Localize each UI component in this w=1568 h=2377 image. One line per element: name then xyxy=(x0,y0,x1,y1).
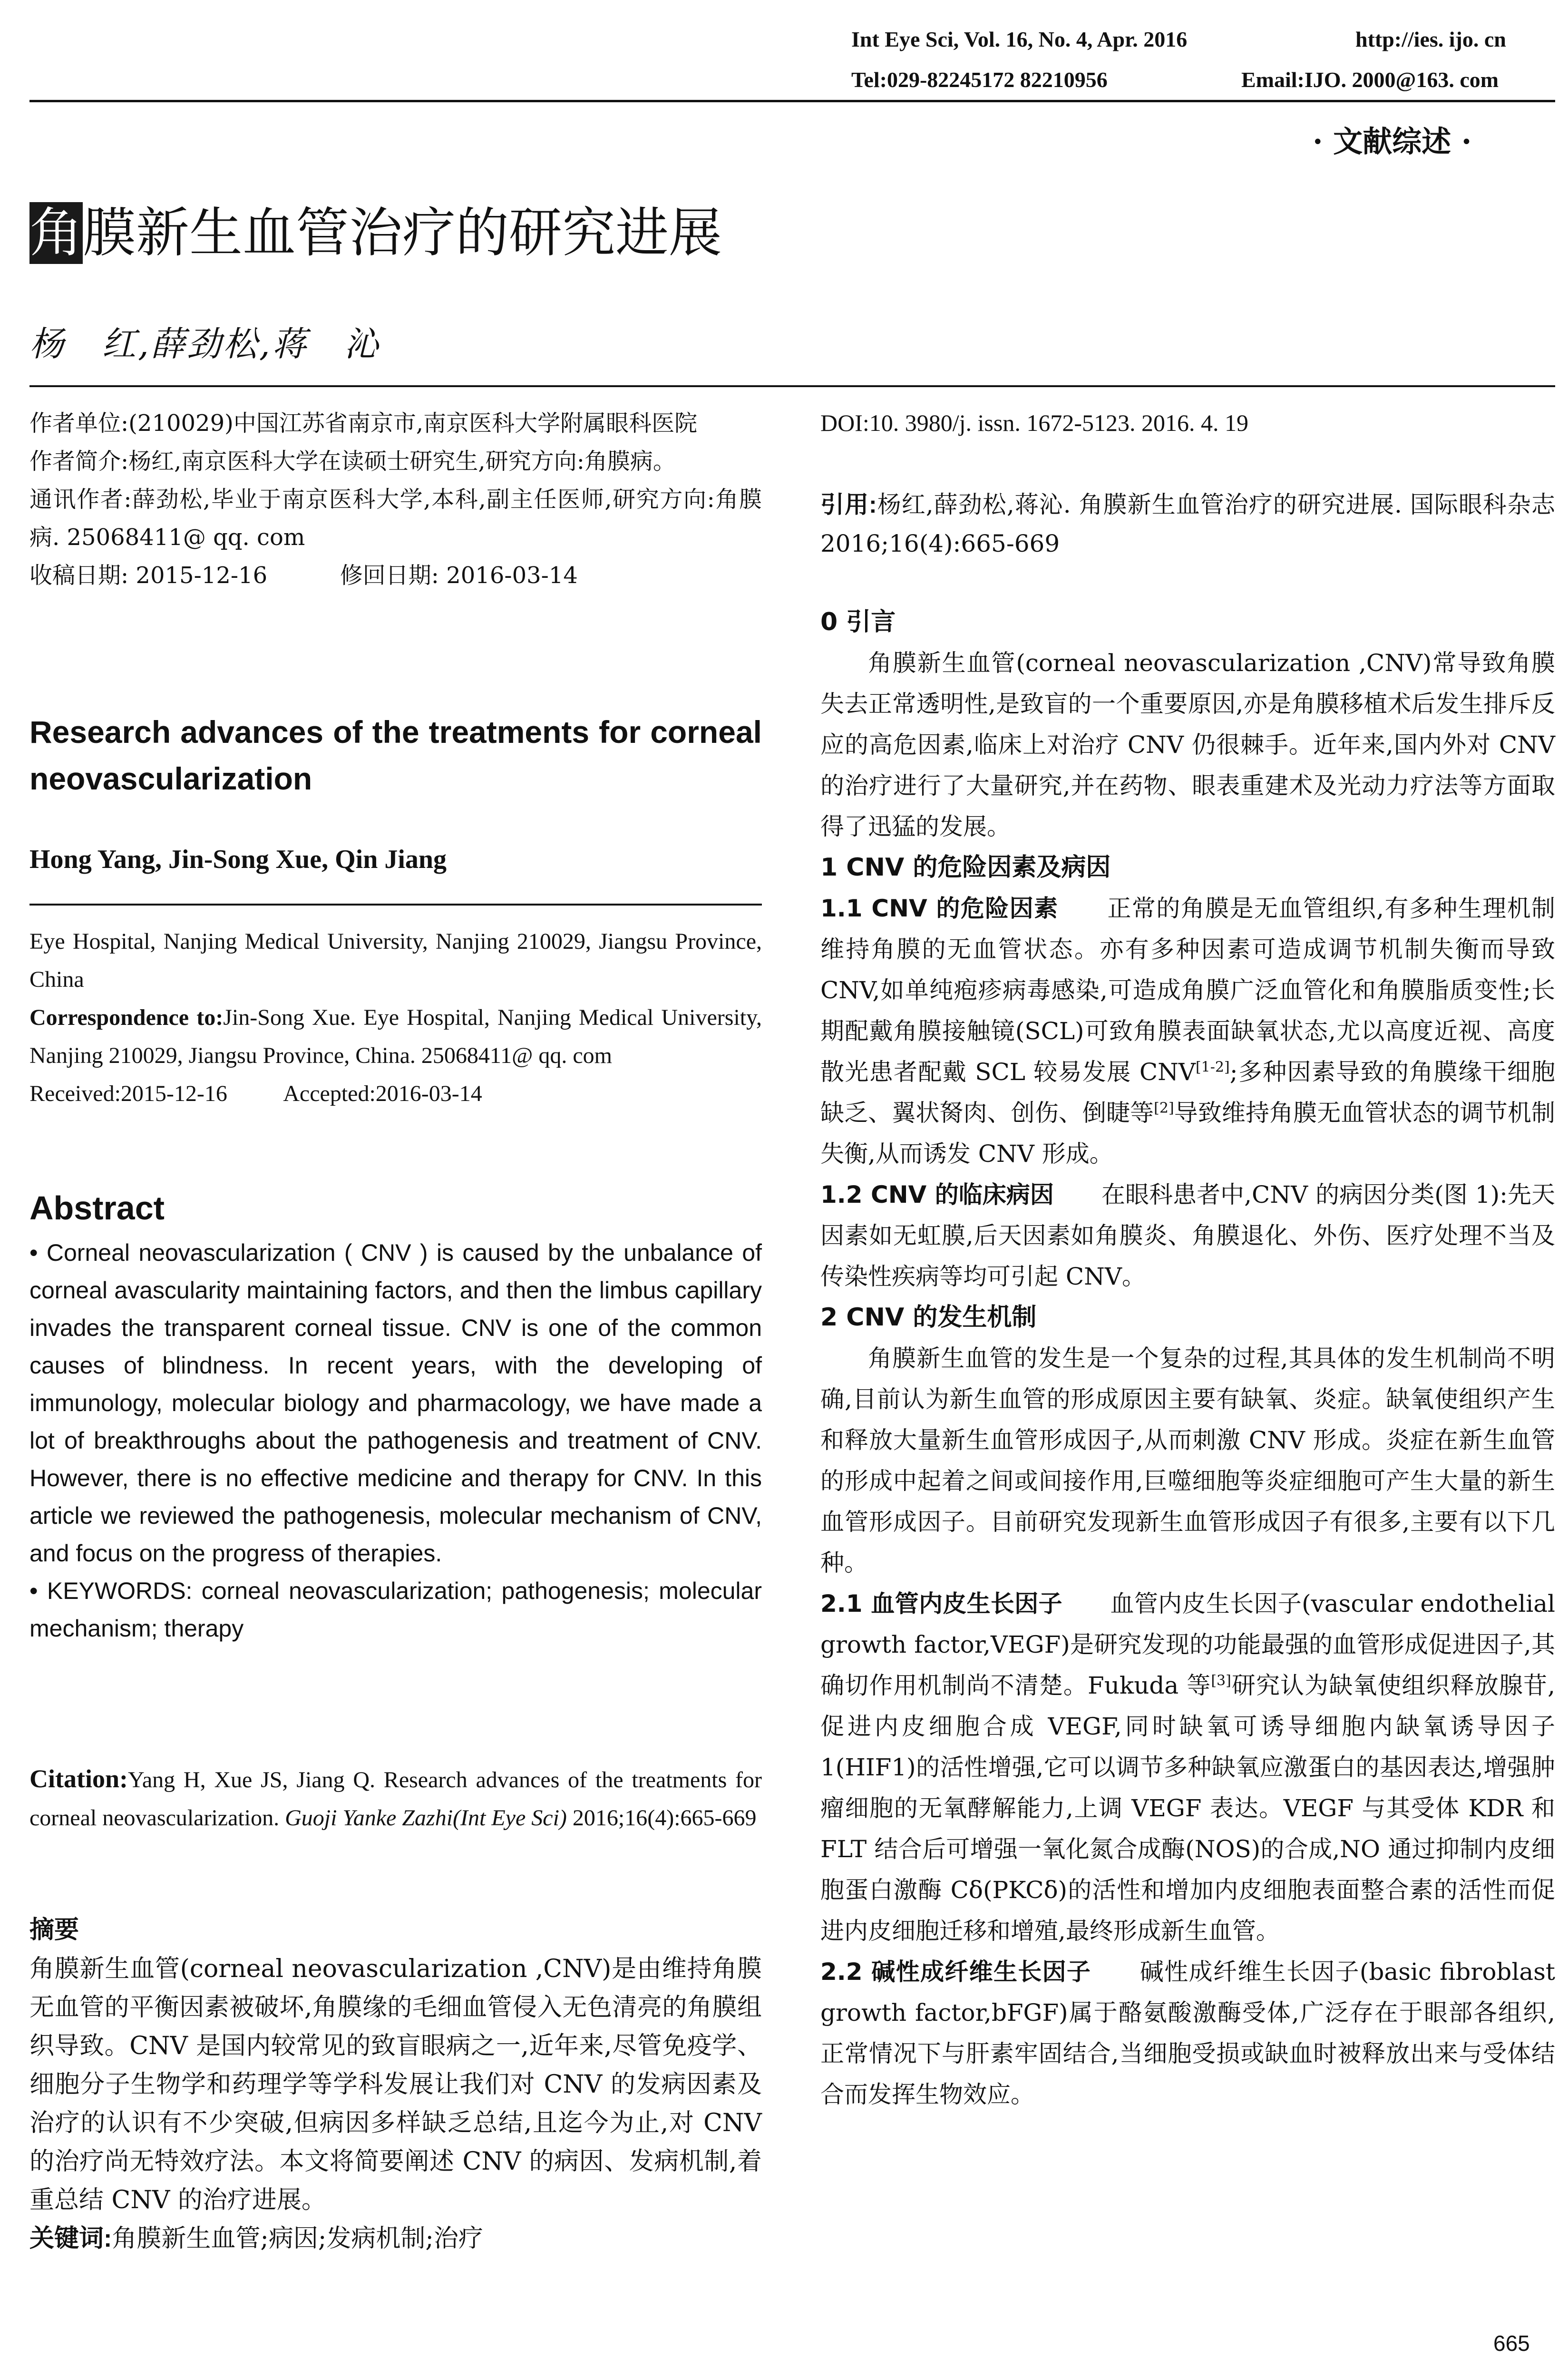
page-number: 665 xyxy=(1493,2331,1530,2356)
article-title xyxy=(29,200,722,266)
section-2-2-text: 碱性成纤维生长因子(basic fibroblast growth factor,bFGF)属于酪氨酸激酶受体,广泛存在于眼部各组织,正常情况下与肝素牢固结合,当细胞受损或缺血时被释放出来与受体结合而发挥生物效应。 xyxy=(820,1958,1555,2108)
section-2-text: 角膜新生血管的发生是一个复杂的过程,其具体的发生机制尚不明确,目前认为新生血管的形成原因主要有缺氧、炎症。缺氧使组织产生和释放大量新生血管形成因子,从而刺激 CNV 形成。炎症在新生血管的形成中起着之间或间接作用,巨噬细胞等炎症细胞可产生大量的新生血管形成因子。目前研究发现新生血管形成因子有很多,主要有以下几种。 xyxy=(820,1344,1555,1577)
abstract-heading: Abstract xyxy=(29,1189,165,1227)
english-accepted: Accepted:2016-03-14 xyxy=(283,1081,482,1106)
citation-journal: Guoji Yanke Zazhi(Int Eye Sci) xyxy=(285,1805,567,1831)
section-2-body xyxy=(820,1338,1555,1583)
section-1-1-heading: 1.1 CNV 的危险因素 xyxy=(820,895,1059,922)
correspondence-label: Correspondence to: xyxy=(29,1005,224,1030)
abstract-cn-text: 角膜新生血管(corneal neovascularization ,CNV)是由维持角膜无血管的平衡因素被破坏,角膜缘的毛细血管侵入无色清亮的角膜组织导致。CNV 是国内较常见的致盲眼病之一,近年来,尽管免疫学、细胞分子生物学和药理学等学科发展让我们对 CNV 的发病因素及治疗的认识有不少突破,但病因多样缺乏总结,且迄今为止,对 CNV 的治疗尚无特效疗法。本文将简要阐述 CNV 的病因、发病机制,着重总结 CNV 的治疗进展。 xyxy=(29,1955,762,2214)
section-1-1 xyxy=(820,888,1555,1174)
english-author-rule xyxy=(29,904,762,906)
section-1-1-text-a: 正常的角膜是无血管组织,有多种生理机制维持角膜的无血管状态。亦有多种因素可造成调节机制失衡而导致 CNV,如单纯疱疹病毒感染,可造成角膜广泛血管化和角膜脂质变性;长期配戴角膜接触镜(SCL)可致角膜表面缺氧状态,尤以高度近视、高度散光患者配戴 SCL 较易发展 CNV xyxy=(820,895,1556,1086)
author-affiliation: 作者单位:(210029)中国江苏省南京市,南京医科大学附属眼科医院 xyxy=(29,410,698,437)
header-rule xyxy=(29,100,1555,102)
right-column-body xyxy=(820,602,1555,2115)
section-2-2-heading: 2.2 碱性成纤维生长因子 xyxy=(820,1958,1091,1986)
ref-2: [2] xyxy=(1154,1100,1174,1117)
citation-text: Yang H, Xue JS, Jiang Q. Research advances of the treatments for corneal neovascularization. xyxy=(29,1767,762,1831)
citation-english xyxy=(29,1760,762,1837)
section-2-2 xyxy=(820,1951,1555,2115)
title-first-char: 角 xyxy=(29,202,83,264)
section-2-heading: 2 CNV 的发生机制 xyxy=(820,1303,1037,1332)
journal-url: http://ies. ijo. cn xyxy=(1355,27,1506,51)
keywords-english: • KEYWORDS: corneal neovascularization; pathogenesis; molecular mechanism; therapy xyxy=(29,1578,762,1642)
section-2-1 xyxy=(820,1583,1555,1951)
section-0-text: 角膜新生血管(corneal neovascularization ,CNV)常导致角膜失去正常透明性,是致盲的一个重要原因,亦是角膜移植术后发生排斥反应的高危因素,临床上对治疗 CNV 仍很棘手。近年来,国内外对 CNV 的治疗进行了大量研究,并在药物、眼表重建术及光动力疗法等方面取得了迅猛的发展。 xyxy=(820,649,1555,840)
citation-label: Citation: xyxy=(29,1764,128,1793)
section-0-body xyxy=(820,643,1555,847)
keywords-cn-label: 关键词: xyxy=(29,2225,112,2252)
journal-tel: Tel:029-82245172 82210956 xyxy=(851,68,1108,92)
doi: DOI:10. 3980/j. issn. 1672-5123. 2016. 4. 19 xyxy=(820,409,1248,436)
section-2-1-heading: 2.1 血管内皮生长因子 xyxy=(820,1590,1062,1617)
received-date-cn: 收稿日期: 2015-12-16 xyxy=(29,562,268,589)
english-received: Received:2015-12-16 xyxy=(29,1081,227,1106)
citation-tail: 2016;16(4):665-669 xyxy=(566,1805,757,1831)
authors-cn: 杨 红,薛劲松,蒋 沁 xyxy=(29,324,380,364)
title-rest: 膜新生血管治疗的研究进展 xyxy=(83,202,722,264)
journal-email: Email:IJO. 2000@163. com xyxy=(1241,68,1499,92)
citation-cn-text: 杨红,薛劲松,蒋沁. 角膜新生血管治疗的研究进展. 国际眼科杂志 2016;16(4):665-669 xyxy=(820,491,1555,557)
journal-issue-line: Int Eye Sci, Vol. 16, No. 4, Apr. 2016 xyxy=(851,27,1188,51)
section-1-heading: 1 CNV 的危险因素及病因 xyxy=(820,853,1111,882)
section-1-2 xyxy=(820,1174,1555,1297)
ref-1-2: [1-2] xyxy=(1195,1059,1230,1076)
correspondence-text: Jin-Song Xue. Eye Hospital, Nanjing Medical University, Nanjing 210029, Jiangsu Province, China. 25068411@ qq. com xyxy=(29,1005,762,1068)
section-2-1-text-b: 研究认为缺氧使组织释放腺苷,促进内皮细胞合成 VEGF,同时缺氧可诱导细胞内缺氧诱导因子 1(HIF1)的活性增强,它可以调节多种缺氧应激蛋白的基因表达,增强肿瘤细胞的无氧酵解能力,上调 VEGF 表达。VEGF 与其受体 KDR 和 FLT 结合后可增强一氧化氮合成酶(NOS)的合成,NO 通过抑制内皮细胞蛋白激酶 Cδ(PKCδ)的活性和增加内皮细胞表面整合素的活性而促进内皮细胞迁移和增殖,最终形成新生血管。 xyxy=(820,1672,1555,1945)
ref-3: [3] xyxy=(1211,1672,1231,1689)
section-0-heading: 0 引言 xyxy=(820,608,896,636)
revised-date-cn: 修回日期: 2016-03-14 xyxy=(340,562,578,589)
author-profile: 作者简介:杨红,南京医科大学在读硕士研究生,研究方向:角膜病。 xyxy=(29,448,676,475)
english-title: Research advances of the treatments for corneal neovascularization xyxy=(29,714,762,796)
english-correspondence xyxy=(29,999,762,1075)
english-dates xyxy=(29,1075,762,1113)
citation-cn-label: 引用: xyxy=(820,491,877,518)
english-affiliation: Eye Hospital, Nanjing Medical University, Nanjing 210029, Jiangsu Province, China xyxy=(29,929,762,992)
dates-cn xyxy=(29,556,762,594)
abstract-english xyxy=(29,1234,762,1647)
english-affiliation-block xyxy=(29,923,762,1113)
section-2-1-text-a: 血管内皮生长因子(vascular endothelial growth factor,VEGF)是研究发现的功能最强的血管形成促进因子,其确切作用机制尚不清楚。Fukuda 等 xyxy=(820,1590,1556,1699)
section-1-1-text-b: ;多种因素导致的角膜缘干细胞缺乏、翼状胬肉、创伤、倒睫等 xyxy=(820,1058,1555,1127)
abstract-cn xyxy=(29,1950,762,2258)
keywords-cn-text: 角膜新生血管;病因;发病机制;治疗 xyxy=(112,2224,483,2253)
section-1-1-text-c: 导致维持角膜无血管状态的调节机制失衡,从而诱发 CNV 形成。 xyxy=(820,1099,1556,1168)
corresponding-author: 通讯作者:薛劲松,毕业于南京医科大学,本科,副主任医师,研究方向:角膜病. 25068411@ qq. com xyxy=(29,486,762,551)
author-metadata xyxy=(29,404,762,594)
abstract-cn-heading: 摘要 xyxy=(29,1916,79,1944)
citation-cn xyxy=(820,485,1555,563)
section-label: · 文献综述 · xyxy=(1313,124,1472,159)
keywords-cn xyxy=(29,2220,762,2258)
title-rule xyxy=(29,385,1555,387)
english-authors: Hong Yang, Jin-Song Xue, Qin Jiang xyxy=(29,845,447,874)
section-1-2-text: 在眼科患者中,CNV 的病因分类(图 1):先天因素如无虹膜,后天因素如角膜炎、角膜退化、外伤、医疗处理不当及传染性疾病等均可引起 CNV。 xyxy=(820,1181,1556,1290)
section-1-2-heading: 1.2 CNV 的临床病因 xyxy=(820,1181,1054,1208)
abstract-english-text: • Corneal neovascularization ( CNV ) is caused by the unbalance of corneal avascularity maintaining factors, and then the limbus capillary invades the transparent corneal tissue. CNV is one of the common causes of blindness. In recent years, with the developing of immunology, molecular biology and pharmacology, we have made a lot of breakthroughs about the pathogenesis and treatment of CNV. However, there is no effective medicine and therapy for CNV. In this article we reviewed the pathogenesis, molecular mechanism of CNV, and focus on the progress of therapies. xyxy=(29,1239,762,1567)
